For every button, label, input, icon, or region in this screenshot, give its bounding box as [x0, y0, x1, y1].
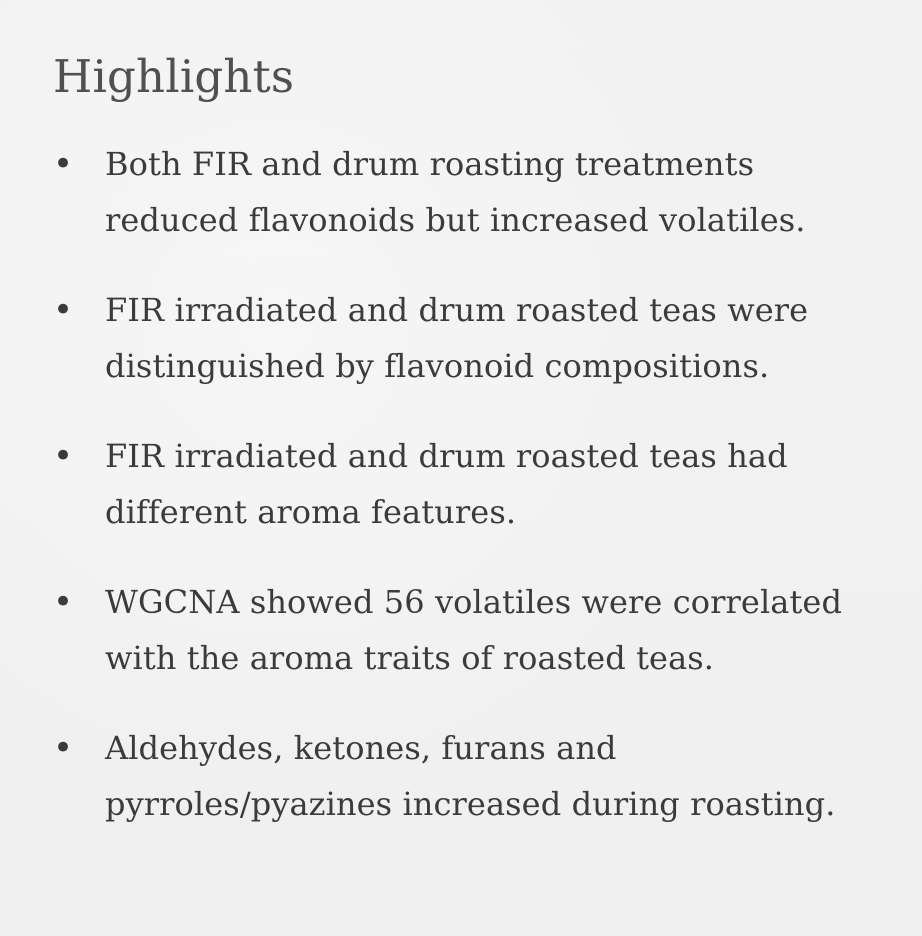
bullet-icon: • [53, 435, 74, 476]
list-item-text: FIR irradiated and drum roasted teas were distinguished by flavonoid compositions. [105, 290, 809, 385]
list-item [53, 282, 882, 394]
list-item [53, 720, 882, 832]
list-item [53, 428, 882, 540]
bullet-icon: • [53, 289, 74, 330]
list-item-text: FIR irradiated and drum roasted teas had different aroma features. [105, 436, 788, 531]
list-item-text: WGCNA showed 56 volatiles were correlated with the aroma traits of roasted teas. [105, 582, 843, 677]
list-item [53, 136, 882, 248]
bullet-icon: • [53, 143, 74, 184]
list-item-text: Both FIR and drum roasting treatments reduced flavonoids but increased volatiles. [105, 144, 806, 239]
bullet-icon: • [53, 581, 74, 622]
list-item [53, 574, 882, 686]
bullet-icon: • [53, 727, 74, 768]
highlights-list [53, 136, 882, 832]
list-item-text: Aldehydes, ketones, furans and pyrroles/pyazines increased during roasting. [105, 728, 836, 823]
page-title: Highlights [53, 50, 295, 103]
